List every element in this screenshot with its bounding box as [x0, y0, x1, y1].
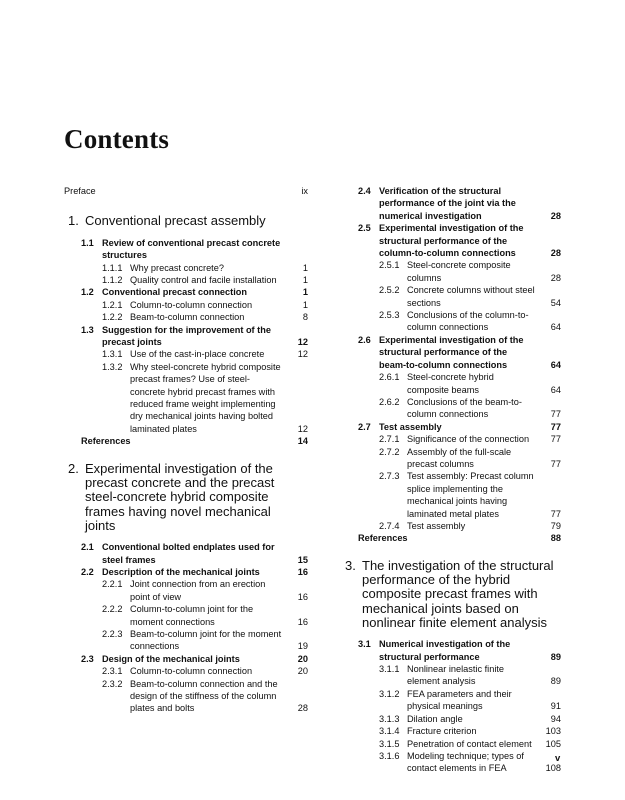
toc-entry [341, 532, 561, 544]
toc-entry-number: 1. [68, 213, 79, 229]
toc-entry [341, 433, 561, 445]
toc-entry-number: 2.5.3 [379, 310, 400, 321]
toc-entry [341, 259, 561, 284]
toc-entry [341, 222, 561, 259]
toc-entry-page: 28 [550, 248, 561, 259]
toc-entry-number: 2.7.2 [379, 446, 400, 457]
toc-entry [341, 470, 561, 520]
toc-entry [64, 603, 308, 628]
toc-entry [64, 566, 308, 578]
toc-entry-title: Conventional precast connection [102, 287, 247, 298]
toc-entry [64, 361, 308, 435]
toc-entry-title: Fracture criterion [407, 726, 477, 737]
toc-entry-page: 89 [550, 651, 561, 662]
toc-left-column [64, 185, 308, 715]
toc-entry-number: 2. [68, 460, 79, 476]
toc-entry [341, 688, 561, 713]
toc-entry-number: 2.7.3 [379, 471, 400, 482]
toc-entry-page: 77 [550, 508, 561, 519]
toc-entry-number: 3.1 [358, 639, 371, 650]
toc-entry [64, 462, 308, 533]
toc-entry-title: Numerical investigation of the structural performance [379, 639, 511, 662]
toc-entry [341, 446, 561, 471]
toc-entry-page: 77 [550, 409, 561, 420]
toc-entry [64, 311, 308, 323]
toc-entry-number: 1.3.2 [102, 361, 123, 372]
toc-entry [341, 638, 561, 663]
toc-entry-page: 16 [297, 566, 308, 577]
toc-entry-title: Review of conventional precast concrete structures [102, 237, 281, 261]
toc-entry-number: 1.1.1 [102, 262, 123, 273]
page-title: Contents [64, 124, 170, 154]
toc-entry-title: Description of the mechanical joints [102, 566, 260, 577]
toc-entry-number: 2.6.2 [379, 396, 400, 407]
toc-entry-page: 91 [550, 701, 561, 712]
toc-entry-title: Beam-to-column connection [130, 312, 245, 323]
toc-entry-number: 3.1.6 [379, 750, 400, 761]
toc-entry [341, 371, 561, 396]
toc-entry [64, 578, 308, 603]
toc-entry-title: References [81, 436, 131, 447]
toc-entry [64, 324, 308, 349]
toc-entry-title: Verification of the structural performance of the joint via the numerical investigation [379, 186, 516, 221]
toc-entry-title: Quality control and facile installation [130, 274, 277, 285]
toc-entry-page: 77 [550, 458, 561, 469]
toc-entry-title: Conventional precast assembly [85, 213, 266, 229]
toc-entry [341, 334, 561, 371]
toc-entry-title: Test assembly [407, 520, 466, 531]
toc-entry [341, 396, 561, 421]
toc-entry [64, 653, 308, 665]
toc-entry-title: Conclusions of the beam-to-column connections [407, 396, 522, 420]
toc-entry-page: 20 [297, 666, 308, 677]
toc-entry-title: Conclusions of the column-to-column connections [407, 310, 529, 333]
toc-entry-page: 88 [550, 533, 561, 544]
toc-entry-title: The investigation of the structural performance of the hybrid composite precast frames with mechanical joints based on nonlinear finite element analysis [362, 557, 554, 630]
toc-entry [341, 559, 561, 630]
toc-entry [341, 750, 561, 775]
toc-entry-page: 1 [302, 274, 308, 285]
toc-entry-title: Column-to-column connection [130, 299, 253, 310]
toc-entry-title: Experimental investigation of the structural performance of the column-to-column connections [379, 223, 524, 259]
toc-entry-title: Test assembly [379, 421, 442, 432]
toc-entry-number: 1.3 [81, 324, 94, 335]
toc-entry-number: 2.7.4 [379, 520, 400, 531]
toc-entry [341, 520, 561, 532]
toc-entry [64, 541, 308, 566]
toc-entry-title: Steel-concrete composite columns [407, 260, 511, 283]
toc-entry-number: 2.2.2 [102, 604, 123, 615]
toc-entry-number: 2.3.2 [102, 678, 123, 689]
toc-entry-title: Why steel-concrete hybrid composite precast frames? Use of steel-concrete hybrid precast frames with reduced frame weight implementing dry mechanical joints having bolted laminated plates [130, 361, 281, 434]
toc-entry-title: Penetration of contact element [407, 738, 532, 749]
toc-entry-title: Significance of the connection [407, 434, 530, 445]
toc-entry-page: 16 [297, 616, 308, 627]
toc-entry-title: Preface [64, 186, 96, 196]
toc-entry [64, 665, 308, 677]
toc-entry-page: 105 [545, 738, 561, 749]
toc-entry-title: Use of the cast-in-place concrete [130, 349, 265, 360]
toc-entry-number: 1.2.2 [102, 312, 123, 323]
toc-entry [64, 274, 308, 286]
toc-entry-title: Column-to-column joint for the moment connections [130, 604, 254, 627]
toc-entry-number: 2.2.1 [102, 579, 123, 590]
toc-entry-page: 16 [297, 591, 308, 602]
toc-entry-number: 2.7 [358, 421, 371, 432]
toc-entry [341, 663, 561, 688]
toc-entry-page: 1 [302, 262, 308, 273]
toc-entry-page: 89 [550, 676, 561, 687]
toc-entry-number: 2.1 [81, 542, 94, 553]
toc-entry [64, 678, 308, 715]
toc-entry-page: 28 [550, 210, 561, 221]
toc-entry-title: Nonlinear inelastic finite element analysis [407, 664, 505, 687]
toc-entry-number: 2.2 [81, 566, 94, 577]
toc-entry-page: 54 [550, 297, 561, 308]
toc-entry [341, 725, 561, 737]
toc-entry-title: Why precast concrete? [130, 262, 224, 273]
toc-entry [64, 435, 308, 447]
toc-entry [64, 286, 308, 298]
toc-entry [341, 309, 561, 334]
toc-entry [64, 237, 308, 262]
toc-entry [64, 628, 308, 653]
toc-entry-page: 94 [550, 713, 561, 724]
toc-entry-page: 1 [302, 287, 308, 298]
toc-entry [64, 348, 308, 360]
toc-entry-page: 19 [297, 641, 308, 652]
toc-entry-title: Dilation angle [407, 713, 463, 724]
toc-entry-number: 2.6 [358, 334, 371, 345]
toc-entry [64, 185, 308, 197]
toc-entry-title: Design of the mechanical joints [102, 653, 240, 664]
toc-entry-number: 1.2 [81, 287, 94, 298]
toc-entry-page: 20 [297, 653, 308, 664]
toc-entry-number: 1.1.2 [102, 274, 123, 285]
toc-entry-title: FEA parameters and their physical meanings [407, 688, 512, 712]
toc-entry [341, 284, 561, 309]
toc-entry-page: 77 [550, 421, 561, 432]
toc-entry-title: Beam-to-column joint for the moment connections [130, 628, 282, 652]
toc-entry-number: 3.1.4 [379, 726, 400, 737]
toc-entry-number: 2.3 [81, 653, 94, 664]
toc-entry-title: Test assembly: Precast column splice implementing the mechanical joints having laminated metal plates [407, 471, 534, 519]
toc-entry-page: 15 [297, 554, 308, 565]
toc-entry-title: Assembly of the full-scale precast columns [407, 446, 512, 469]
toc-entry-number: 1.2.1 [102, 299, 123, 310]
toc-entry-number: 3.1.1 [379, 664, 400, 675]
toc-entry-number: 2.5 [358, 223, 371, 234]
toc-entry [341, 421, 561, 433]
toc-entry-page: 108 [545, 763, 561, 774]
toc-entry-number: 1.1 [81, 237, 94, 248]
toc-entry-page: 8 [302, 312, 308, 323]
toc-entry-title: Conventional bolted endplates used for steel frames [102, 542, 275, 565]
toc-entry-page: 12 [297, 349, 308, 360]
toc-entry-number: 3.1.5 [379, 738, 400, 749]
toc-entry-page: 28 [297, 703, 308, 714]
toc-entry [64, 299, 308, 311]
toc-entry-number: 2.5.2 [379, 285, 400, 296]
toc-entry-title: Concrete columns without steel sections [407, 285, 535, 308]
toc-entry [341, 738, 561, 750]
toc-entry-number: 3. [345, 557, 356, 573]
toc-entry-title: Experimental investigation of the precast concrete and the precast steel-concrete hybrid composite frames having novel mechanical joints [85, 460, 275, 533]
toc-entry-number: 1.3.1 [102, 349, 123, 360]
toc-entry-page: 1 [302, 299, 308, 310]
toc-entry-page: 77 [550, 434, 561, 445]
toc-entry-page: 64 [550, 384, 561, 395]
toc-entry [64, 214, 308, 228]
toc-entry-page: 103 [545, 726, 561, 737]
toc-entry-number: 3.1.3 [379, 713, 400, 724]
toc-entry-number: 2.4 [358, 186, 371, 196]
toc-entry-title: Suggestion for the improvement of the precast joints [102, 324, 271, 347]
toc-entry-page: 28 [550, 272, 561, 283]
toc-entry-title: Experimental investigation of the structural performance of the beam-to-column connections [379, 334, 524, 370]
toc-entry-title: Column-to-column connection [130, 666, 253, 677]
toc-entry-title: Steel-concrete hybrid composite beams [407, 372, 494, 395]
toc-entry [64, 262, 308, 274]
toc-entry-number: 2.5.1 [379, 260, 400, 271]
page-number: v [555, 753, 561, 764]
toc-entry-title: Joint connection from an erection point of view [130, 579, 266, 602]
toc-entry-number: 2.2.3 [102, 628, 123, 639]
toc-entry-page: 12 [297, 423, 308, 434]
toc-entry-title: Modeling technique; types of contact elements in FEA [407, 750, 524, 774]
toc-entry-page: ix [301, 186, 308, 196]
toc-entry-number: 3.1.2 [379, 688, 400, 699]
toc-entry [341, 185, 561, 222]
toc-entry-page: 64 [550, 359, 561, 370]
toc-entry [341, 713, 561, 725]
toc-entry-page: 64 [550, 322, 561, 333]
toc-entry-title: Beam-to-column connection and the design of the stiffness of the column plates and bolts [130, 678, 278, 714]
toc-entry-page: 79 [550, 520, 561, 531]
toc-entry-number: 2.7.1 [379, 434, 400, 445]
toc-entry-number: 2.3.1 [102, 666, 123, 677]
toc-entry-page: 12 [297, 336, 308, 347]
toc-entry-number: 2.6.1 [379, 372, 400, 383]
toc-entry-page: 14 [297, 436, 308, 447]
toc-entry-title: References [358, 533, 408, 544]
toc-right-column [341, 185, 561, 775]
